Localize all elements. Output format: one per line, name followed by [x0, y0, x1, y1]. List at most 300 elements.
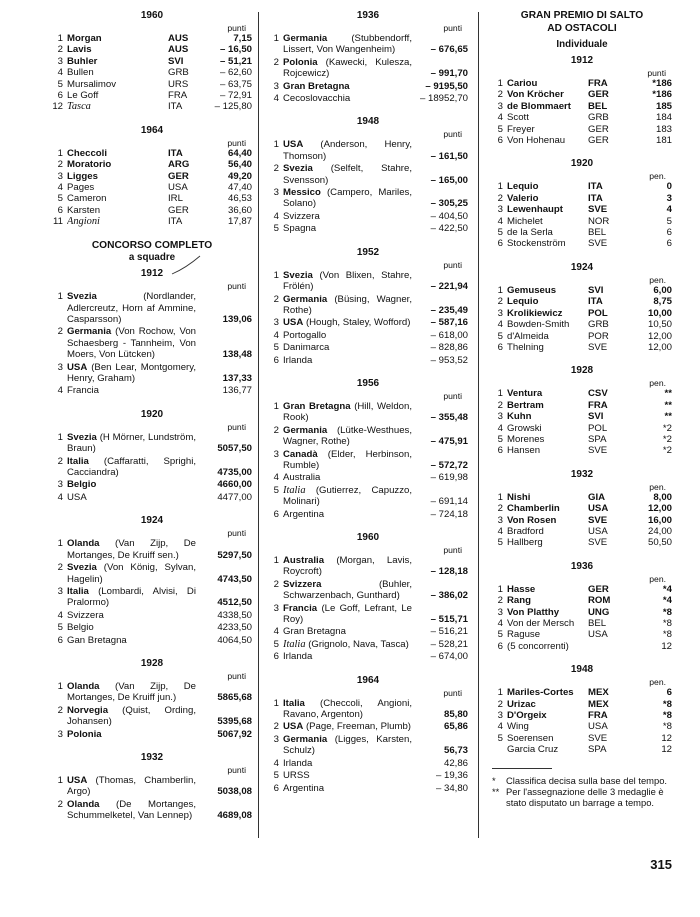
team-row	[268, 626, 468, 637]
team-members: (Ligges, Karsten, Schulz)	[283, 733, 412, 757]
country-code: ITA	[588, 192, 603, 204]
rider-name: Nishi	[507, 491, 531, 503]
left-column	[52, 10, 252, 834]
rider-name: Bradford	[507, 525, 544, 537]
score: 4338,50	[217, 609, 252, 621]
score: 5395,68	[217, 716, 252, 728]
score: 12	[661, 640, 672, 652]
score: – 161,50	[430, 150, 468, 162]
team-description	[283, 555, 412, 578]
country-code: BEL	[588, 618, 607, 629]
country-code: UNG	[588, 606, 610, 618]
team-description	[67, 586, 196, 609]
score: *8	[662, 721, 672, 733]
result-row	[52, 67, 252, 78]
team-name: Svezia	[67, 431, 97, 443]
country-code: ITA	[588, 296, 603, 308]
team-name: Olanda	[67, 538, 100, 550]
team-row	[268, 721, 468, 732]
score-unit: punti	[443, 23, 462, 33]
team-row	[268, 93, 468, 104]
position: 3	[497, 204, 503, 216]
footnote-mark: **	[492, 785, 500, 797]
team-description	[283, 626, 412, 637]
position: 3	[497, 100, 503, 112]
position: 2	[497, 698, 503, 710]
results-section	[268, 675, 468, 794]
country-code: NOR	[588, 215, 610, 227]
result-row	[492, 629, 672, 640]
team-row	[268, 342, 468, 353]
team-members: (Checcoli, Angioni, Ravano, Argenton)	[283, 697, 412, 721]
results-section	[492, 158, 672, 249]
result-row	[492, 101, 672, 112]
team-description	[283, 317, 412, 328]
team-members: (Von Blixen, Stahre, Frölén)	[283, 269, 413, 293]
team-name: Francia	[67, 385, 99, 397]
score: 5038,08	[217, 786, 252, 798]
position: 2	[497, 503, 503, 515]
position: 6	[57, 634, 63, 646]
result-row	[52, 171, 252, 182]
score: 12	[661, 732, 672, 744]
team-description	[283, 509, 412, 520]
rider-name: Mariles-Cortes	[507, 687, 574, 699]
score: – 676,65	[430, 44, 468, 56]
team-name: Svezia	[283, 269, 313, 281]
team-description	[283, 639, 412, 650]
team-entry	[268, 509, 412, 520]
position: 4	[57, 67, 63, 79]
score: 47,40	[227, 182, 252, 194]
country-code: AUS	[168, 33, 189, 44]
result-row	[492, 526, 672, 537]
section-year: 1928	[140, 657, 164, 669]
result-row	[52, 193, 252, 204]
team-entry	[268, 163, 412, 186]
team-description	[283, 355, 412, 366]
rider-name: Rang	[507, 595, 531, 607]
result-row	[52, 182, 252, 193]
position: 5	[273, 770, 279, 782]
position: 1	[273, 697, 279, 709]
position: 6	[497, 341, 503, 353]
score: – 572,72	[430, 459, 468, 471]
team-description	[67, 681, 196, 704]
position: 6	[57, 90, 63, 102]
score-unit: punti	[227, 23, 246, 33]
results-section	[492, 664, 672, 755]
country-code: ITA	[168, 101, 183, 113]
team-description	[283, 270, 412, 293]
score: 65,86	[443, 721, 468, 733]
team-description	[67, 775, 196, 798]
result-row	[492, 331, 672, 342]
country-code: AUS	[168, 44, 189, 56]
team-entry	[268, 223, 412, 234]
score: – 63,75	[219, 78, 252, 90]
score: – 674,00	[430, 651, 468, 663]
position: 3	[497, 710, 503, 722]
team-entry	[268, 317, 412, 328]
rider-name: Mursalimov	[67, 78, 117, 90]
team-name: Australia	[283, 472, 321, 484]
team-members: (Von König, Sylvan, Hagelin)	[67, 562, 196, 585]
team-entry	[268, 626, 412, 637]
score: 36,60	[227, 204, 252, 216]
score: – 125,80	[214, 101, 252, 113]
team-description	[283, 294, 412, 317]
position: 3	[497, 514, 503, 526]
team-row	[268, 472, 468, 483]
team-description	[67, 291, 196, 325]
score: **	[664, 388, 672, 400]
score: 4	[666, 204, 672, 216]
team-members: (Lombardi, Alvisi, Di Pralormo)	[67, 585, 196, 609]
country-code: SPA	[588, 744, 607, 756]
score: *8	[662, 710, 672, 722]
position: 4	[497, 319, 503, 331]
country-code: ROM	[588, 595, 611, 607]
team-row	[268, 509, 468, 520]
rider-name: Morenes	[507, 433, 545, 445]
result-row	[492, 124, 672, 135]
team-name: Australia	[283, 555, 325, 566]
position: 2	[273, 293, 279, 305]
team-entry	[268, 449, 412, 472]
country-code: USA	[588, 525, 608, 537]
results-section	[52, 409, 252, 503]
score: 137,33	[222, 373, 252, 385]
team-entry	[268, 342, 412, 353]
country-code: ITA	[168, 147, 183, 159]
team-name: Portogallo	[283, 329, 327, 341]
team-members: (Le Goff, Lefrant, Le Roy)	[283, 602, 412, 626]
team-row	[268, 758, 468, 769]
team-description	[67, 326, 196, 360]
team-row	[268, 294, 468, 317]
score: – 516,21	[430, 626, 468, 638]
team-name: Germania	[67, 326, 112, 338]
result-row	[492, 434, 672, 445]
result-row	[492, 400, 672, 411]
position: 1	[497, 491, 503, 503]
right-column	[492, 10, 672, 808]
section-year: 1936	[356, 10, 380, 21]
country-code: ITA	[168, 216, 183, 228]
position: 3	[57, 55, 63, 67]
score: 138,48	[222, 349, 252, 361]
team-members: (Van Zijp, De Mortanges, De Kruiff sen.)	[67, 538, 196, 561]
team-description	[283, 163, 412, 186]
team-entry	[52, 385, 196, 396]
score-unit: punti	[443, 390, 462, 401]
score: 64,40	[227, 147, 252, 159]
position: 5	[273, 638, 279, 650]
score-unit: pen.	[649, 378, 666, 389]
country-code: BEL	[588, 227, 607, 239]
score: 17,87	[227, 216, 252, 228]
position: 1	[497, 388, 503, 400]
team-description	[283, 734, 412, 757]
team-description	[283, 449, 412, 472]
score: *186	[652, 89, 672, 101]
rider-name: Lequio	[507, 296, 539, 308]
country-code: GRB	[588, 112, 609, 124]
team-description	[67, 799, 196, 822]
result-row	[492, 503, 672, 514]
section-year: 1948	[356, 116, 380, 128]
team-entry	[268, 355, 412, 366]
team-entry	[268, 294, 412, 317]
results-section	[52, 752, 252, 822]
score: – 18952,70	[419, 93, 468, 105]
country-code: SVE	[588, 732, 608, 744]
rider-name: Chamberlin	[507, 503, 560, 515]
score: – 165,00	[430, 174, 468, 186]
team-row	[52, 385, 252, 396]
team-entry	[268, 698, 412, 721]
score: – 19,36	[435, 770, 468, 782]
team-description	[67, 362, 196, 385]
score: – 72,91	[219, 90, 252, 102]
results-section	[52, 515, 252, 646]
score: 139,06	[222, 314, 252, 325]
results-section	[492, 262, 672, 353]
rider-name: Lequio	[507, 181, 539, 193]
footnote	[492, 786, 672, 808]
results-section	[492, 365, 672, 456]
position: 4	[497, 721, 503, 733]
result-row	[492, 319, 672, 330]
country-code: USA	[588, 503, 609, 515]
individual-results-left	[52, 10, 252, 228]
result-row	[492, 687, 672, 698]
team-description	[67, 729, 196, 740]
score-unit: pen.	[649, 274, 666, 285]
score: 181	[655, 135, 672, 147]
position: 4	[57, 609, 63, 621]
rider-name: Von Hohenau	[507, 135, 566, 147]
result-row	[492, 296, 672, 307]
team-results-middle	[268, 10, 468, 794]
score: 46,53	[227, 193, 252, 205]
score-unit: punti	[443, 259, 462, 270]
section-year: 1960	[356, 532, 380, 543]
rider-name: Kuhn	[507, 411, 532, 423]
team-members: (Caffaratti, Sprighi, Cacciandra)	[67, 455, 196, 479]
rider-name: Hansen	[507, 445, 541, 457]
position: 3	[273, 602, 279, 614]
rider-name: Lewenhaupt	[507, 204, 563, 216]
score-unit: punti	[227, 281, 246, 292]
result-row	[492, 238, 672, 249]
result-row	[492, 308, 672, 319]
result-row	[492, 193, 672, 204]
rider-name: Gemuseus	[507, 284, 557, 296]
result-row	[492, 227, 672, 238]
rider-name: Bowden-Smith	[507, 319, 570, 331]
country-code: FRA	[588, 710, 608, 722]
section-year: 1932	[140, 751, 164, 763]
position: 5	[273, 484, 279, 496]
page-number: 315	[650, 857, 672, 872]
team-description	[283, 651, 412, 662]
footnote-text: Per l'assegnazione delle 3 medaglie è stato disputato un barrage a tempo.	[506, 785, 664, 809]
position: 2	[273, 163, 279, 175]
country-code: SVE	[588, 445, 608, 457]
score: – 355,48	[430, 412, 468, 424]
concorso-completo-header	[52, 240, 252, 265]
score: *8	[662, 629, 672, 641]
result-row	[492, 733, 672, 744]
score: 12,00	[647, 341, 672, 353]
rider-name: Scott	[507, 112, 529, 124]
team-description	[283, 223, 412, 234]
section-year: 1960	[140, 10, 164, 21]
position: 5	[57, 622, 63, 634]
team-entry	[52, 326, 196, 360]
score: 6,00	[653, 284, 672, 296]
score: 3	[666, 192, 672, 204]
footnote-text: Classifica decisa sulla base del tempo.	[506, 774, 668, 786]
country-code: USA	[588, 629, 608, 641]
rider-name: Stockenström	[507, 238, 566, 250]
country-code: SVI	[168, 55, 184, 67]
team-name: Gan Bretagna	[67, 634, 127, 646]
position: 3	[57, 728, 63, 740]
position: 1	[57, 680, 63, 692]
country-code: SVI	[588, 284, 604, 296]
rider-name: Von der Mersch	[507, 618, 575, 629]
team-name: Irlanda	[283, 354, 313, 366]
position: 4	[273, 93, 279, 105]
team-entry	[52, 586, 196, 609]
team-row	[268, 223, 468, 234]
result-row	[492, 537, 672, 548]
team-members: (De Mortanges, Schummelketel, Van Lennep)	[67, 798, 196, 822]
position: 5	[497, 227, 503, 239]
result-row	[492, 721, 672, 732]
position: 4	[273, 329, 279, 341]
rider-name: Moratorio	[67, 159, 112, 171]
position: 3	[273, 317, 279, 329]
rider-name: Pages	[67, 182, 95, 194]
rider-name: Ligges	[67, 170, 98, 182]
result-row	[492, 204, 672, 215]
result-row	[52, 159, 252, 170]
section-year: 1952	[356, 246, 380, 258]
rider-name: Lavis	[67, 44, 92, 56]
team-entry	[268, 33, 412, 56]
rider-name: Bullen	[67, 67, 94, 79]
position: 6	[273, 354, 279, 366]
team-entry	[268, 187, 412, 210]
team-name: Gran Bretagna	[283, 626, 346, 638]
team-entry	[52, 456, 196, 479]
rider-name: Cariou	[507, 78, 538, 89]
position: 3	[497, 411, 503, 423]
score-unit: punti	[227, 421, 246, 432]
team-name: Olanda	[67, 680, 100, 692]
team-entry	[52, 775, 196, 798]
result-row	[52, 205, 252, 216]
score: 4512,50	[217, 597, 252, 609]
team-name: Svizzera	[283, 210, 320, 222]
team-name: Svezia	[67, 291, 97, 303]
team-name: Olanda	[67, 798, 100, 810]
team-members: (Nordlander, Adlercreutz, Horn af Ammine, Casparsson)	[67, 291, 196, 325]
team-members: (Page, Freeman, Plumb)	[305, 721, 411, 733]
score: 10,00	[647, 307, 672, 319]
result-row	[52, 56, 252, 67]
team-entry	[52, 432, 196, 455]
score: – 691,14	[430, 496, 468, 508]
rider-name: Angioni	[67, 216, 100, 228]
score: 7,15	[233, 33, 252, 44]
team-name: Spagna	[283, 223, 317, 235]
team-name: Gran Bretagna	[283, 400, 351, 412]
rider-name: Von Kröcher	[507, 89, 564, 101]
score: **	[664, 411, 672, 423]
team-row	[52, 562, 252, 585]
section-subtitle: a squadre	[128, 252, 176, 264]
team-row	[268, 163, 468, 186]
result-row	[492, 342, 672, 353]
score-unit: punti	[227, 528, 246, 539]
score: – 619,98	[430, 472, 468, 484]
country-code: GRB	[168, 67, 189, 79]
position: 2	[273, 56, 279, 68]
right-title-line-2: AD OSTACOLI	[547, 22, 617, 34]
team-description	[67, 432, 196, 455]
position: 1	[273, 400, 279, 412]
rider-name: Valerio	[507, 192, 539, 204]
team-members: (Hough, Staley, Wofford)	[305, 317, 411, 329]
team-name: Cecoslovacchia	[283, 93, 351, 105]
team-members: (Elder, Herbinson, Rumble)	[283, 448, 412, 471]
team-description	[67, 492, 196, 503]
position: 1	[273, 139, 279, 151]
team-description	[283, 472, 412, 483]
team-description	[283, 81, 412, 92]
results-section	[268, 532, 468, 663]
team-entry	[268, 734, 412, 757]
position: 1	[497, 583, 503, 595]
position: 3	[273, 187, 279, 199]
footnote	[492, 775, 672, 786]
position: 2	[57, 326, 63, 338]
position: 6	[497, 640, 503, 652]
position: 1	[57, 431, 63, 443]
team-name: Germania	[283, 424, 328, 436]
country-code: GRB	[588, 319, 609, 331]
position: 1	[497, 181, 503, 193]
rider-name: Von Rosen	[507, 514, 557, 526]
score-unit: punti	[443, 545, 462, 555]
country-code: GER	[588, 89, 609, 101]
section-year: 1924	[570, 261, 594, 273]
team-row	[268, 603, 468, 626]
team-members: (Büsing, Wagner, Rothe)	[283, 293, 413, 316]
position: 1	[57, 147, 63, 159]
score: 12	[661, 744, 672, 756]
position: 2	[497, 595, 503, 607]
position: 6	[497, 445, 503, 457]
team-members: (Lütke-Westhues, Wagner, Rothe)	[283, 424, 412, 448]
results-section	[268, 10, 468, 104]
position: 1	[57, 774, 63, 786]
